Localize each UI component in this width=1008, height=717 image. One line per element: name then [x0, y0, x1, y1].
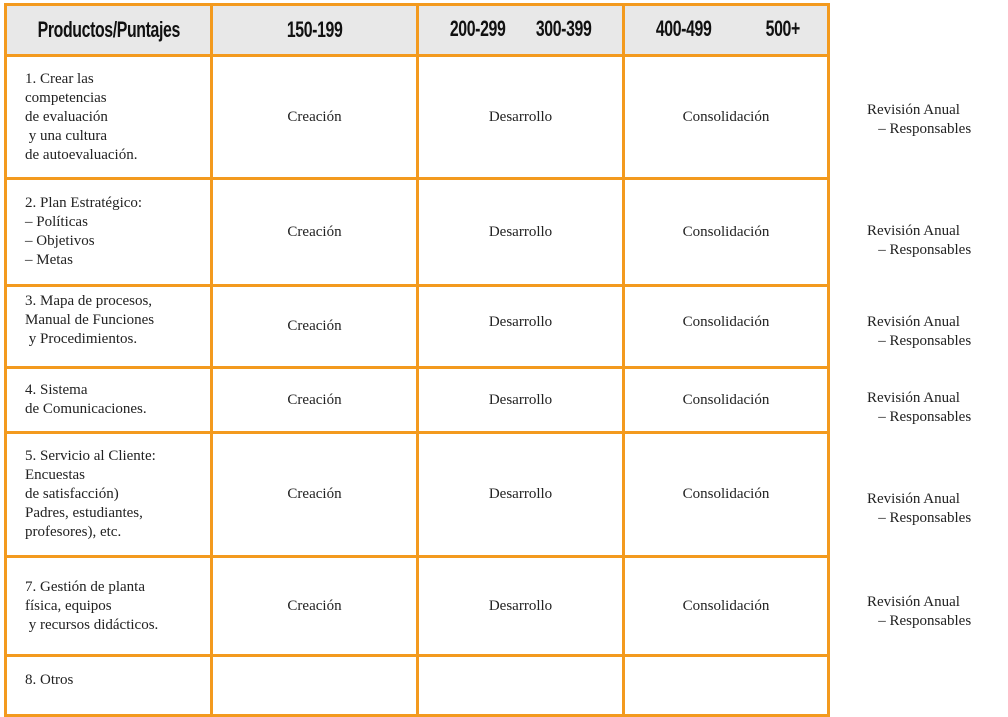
header-400-500	[624, 5, 829, 56]
stage-cell	[418, 656, 624, 716]
table-row	[6, 179, 829, 286]
scores-table	[4, 3, 830, 717]
stage-cell: Consolidación	[624, 368, 829, 433]
header-label: 300-399	[535, 16, 592, 41]
header-label: 200-299	[449, 16, 506, 41]
header-label: 500+	[766, 16, 801, 41]
stage-cell: Consolidación	[624, 433, 829, 557]
stage-cell: Consolidación	[624, 56, 829, 179]
review-note: Revisión Anual – Responsables	[867, 594, 972, 629]
stage-cell: Creación	[212, 368, 418, 433]
stage-cell: Desarrollo	[418, 368, 624, 433]
stage-cell: Creación	[212, 286, 418, 368]
review-note: Revisión Anual – Responsables	[867, 314, 972, 349]
table-row	[6, 368, 829, 433]
product-cell: 1. Crear las competencias de evaluación y una cultura de autoevaluación.	[6, 56, 212, 179]
review-note: Revisión Anual – Responsables	[867, 491, 972, 526]
product-cell: 8. Otros	[6, 656, 212, 716]
stage-cell: Desarrollo	[418, 433, 624, 557]
header-150-199	[212, 5, 418, 56]
stage-cell: Desarrollo	[418, 286, 624, 368]
product-cell: 3. Mapa de procesos, Manual de Funciones y Procedimientos.	[6, 286, 212, 368]
header-label: 400-499	[655, 16, 712, 41]
stage-cell: Consolidación	[624, 179, 829, 286]
table-row	[6, 56, 829, 179]
stage-cell: Creación	[212, 433, 418, 557]
header-products	[6, 5, 212, 56]
header-row	[6, 5, 829, 56]
stage-cell: Desarrollo	[418, 179, 624, 286]
header-200-399	[418, 5, 624, 56]
product-cell: 2. Plan Estratégico: – Políticas – Objetivos – Metas	[6, 179, 212, 286]
table-row	[6, 286, 829, 368]
stage-cell: Creación	[212, 557, 418, 656]
product-cell: 4. Sistema de Comunicaciones.	[6, 368, 212, 433]
table-row	[6, 557, 829, 656]
stage-cell: Creación	[212, 56, 418, 179]
product-cell: 5. Servicio al Cliente: Encuestas de satisfacción) Padres, estudiantes, profesores), etc.	[6, 433, 212, 557]
header-label: 150-199	[286, 17, 343, 42]
header-label: Productos/Puntajes	[37, 17, 180, 42]
stage-cell: Consolidación	[624, 286, 829, 368]
table-row	[6, 656, 829, 716]
stage-cell: Desarrollo	[418, 56, 624, 179]
table-row	[6, 433, 829, 557]
stage-cell	[624, 656, 829, 716]
review-note: Revisión Anual – Responsables	[867, 102, 972, 137]
stage-cell: Creación	[212, 179, 418, 286]
stage-cell	[212, 656, 418, 716]
review-note: Revisión Anual – Responsables	[867, 223, 972, 258]
stage-cell: Desarrollo	[418, 557, 624, 656]
stage-cell: Consolidación	[624, 557, 829, 656]
product-cell: 7. Gestión de planta física, equipos y recursos didácticos.	[6, 557, 212, 656]
review-note: Revisión Anual – Responsables	[867, 390, 972, 425]
